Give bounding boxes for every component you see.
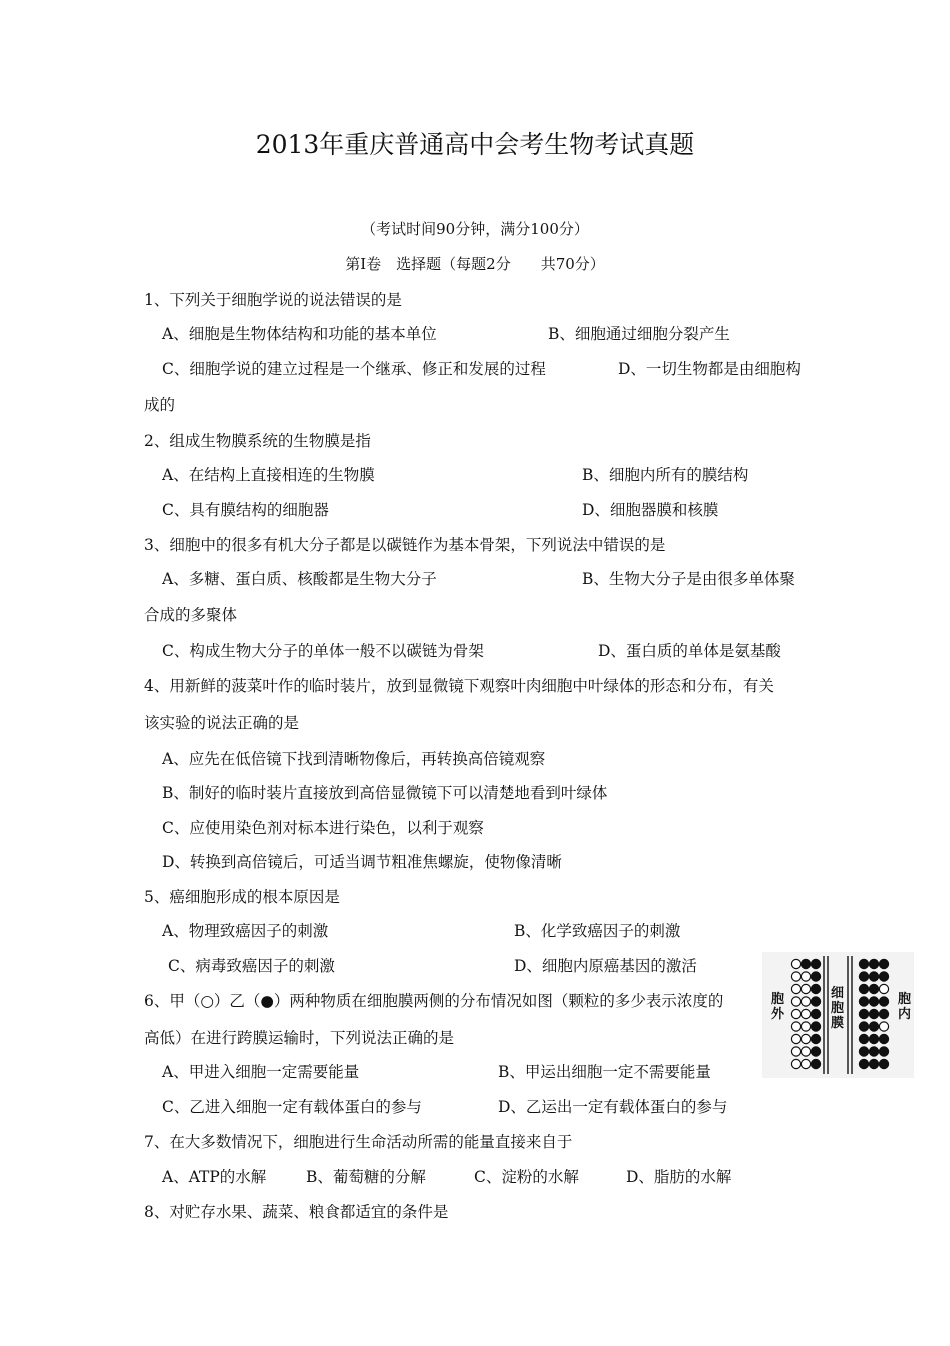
question-4-stem-line1: 4、用新鲜的菠菜叶作的临时装片，放到显微镜下观察叶肉细胞中叶绿体的形态和分布，有关 [144,677,774,695]
membrane-diagram [762,952,914,1078]
question-2-option-a: A、在结构上直接相连的生物膜 [162,466,375,484]
particle-yi-filled [879,972,888,981]
question-4-option-b: B、制好的临时装片直接放到高倍显微镜下可以清楚地看到叶绿体 [162,784,608,802]
particle-yi-filled [869,1034,878,1043]
question-3-option-b: B、生物大分子是由很多单体聚 [582,570,795,588]
particle-jia-open [801,1059,810,1068]
question-5-option-c: C、病毒致癌因子的刺激 [168,957,335,975]
particle-jia-open [801,1009,810,1018]
particle-jia-open [791,1034,800,1043]
particle-jia-open [801,984,810,993]
question-8-stem: 8、对贮存水果、蔬菜、粮食都适宜的条件是 [144,1203,449,1221]
question-7-option-a: A、ATP的水解 [162,1168,267,1186]
particle-jia-open [791,997,800,1006]
particle-yi-filled [859,972,868,981]
particle-yi-filled [859,959,868,968]
particle-yi-filled [801,959,810,968]
question-2-option-c: C、具有膜结构的细胞器 [162,501,329,519]
question-7-option-d: D、脂肪的水解 [626,1168,732,1186]
particle-yi-filled [811,959,820,968]
question-2-option-b: B、细胞内所有的膜结构 [582,466,749,484]
particle-yi-filled [879,1047,888,1056]
question-3-stem: 3、细胞中的很多有机大分子都是以碳链作为基本骨架，下列说法中错误的是 [144,536,666,554]
particle-jia-open [791,1009,800,1018]
label-inside: 胞内 [898,992,912,1022]
section-header: 第Ⅰ卷 选择题（每题2分 共70分） [345,255,605,273]
question-7-stem: 7、在大多数情况下，细胞进行生命活动所需的能量直接来自于 [144,1133,573,1151]
particle-yi-filled [869,1047,878,1056]
question-5-option-b: B、化学致癌因子的刺激 [514,922,681,940]
particle-yi-filled [811,1059,820,1068]
question-2-option-d: D、细胞器膜和核膜 [582,501,719,519]
question-1-option-d-cont: 成的 [144,396,176,414]
label-outside: 胞外 [771,992,785,1022]
particle-jia-open [791,984,800,993]
particle-jia-open [801,972,810,981]
particle-yi-filled [869,984,878,993]
particle-yi-filled [869,1009,878,1018]
question-6-option-a: A、甲进入细胞一定需要能量 [162,1063,360,1081]
question-6-option-b: B、甲运出细胞一定不需要能量 [498,1063,711,1081]
question-6-stem-line1: 6、甲（○）乙（●）两种物质在细胞膜两侧的分布情况如图（颗粒的多少表示浓度的 [144,992,724,1010]
particle-jia-open [791,972,800,981]
particle-yi-filled [811,984,820,993]
particle-yi-filled [869,1022,878,1031]
particle-yi-filled [879,959,888,968]
particle-yi-filled [879,997,888,1006]
particle-yi-filled [879,1034,888,1043]
particle-yi-filled [811,1034,820,1043]
particle-yi-filled [869,1059,878,1068]
particle-yi-filled [859,984,868,993]
particle-yi-filled [859,997,868,1006]
question-2-stem: 2、组成生物膜系统的生物膜是指 [144,432,371,450]
question-3-option-c: C、构成生物大分子的单体一般不以碳链为骨架 [162,642,484,660]
question-1-stem: 1、下列关于细胞学说的说法错误的是 [144,291,402,309]
particle-yi-filled [869,972,878,981]
particle-yi-filled [869,959,878,968]
question-4-option-d: D、转换到高倍镜后，可适当调节粗准焦螺旋，使物像清晰 [162,853,562,871]
question-6-stem-line2: 高低）在进行跨膜运输时，下列说法正确的是 [144,1029,455,1047]
particle-yi-filled [811,1009,820,1018]
question-6-option-c: C、乙进入细胞一定有载体蛋白的参与 [162,1098,422,1116]
particle-yi-filled [869,997,878,1006]
question-4-option-a: A、应先在低倍镜下找到清晰物像后，再转换高倍镜观察 [162,750,546,768]
question-4-option-c: C、应使用染色剂对标本进行染色，以利于观察 [162,819,484,837]
question-1-option-a: A、细胞是生物体结构和功能的基本单位 [162,325,437,343]
question-5-option-a: A、物理致癌因子的刺激 [162,922,329,940]
particle-jia-open [801,1034,810,1043]
inside-particles [859,959,888,1068]
particle-yi-filled [859,1009,868,1018]
particle-yi-filled [811,1022,820,1031]
particle-jia-open [801,1047,810,1056]
particle-jia-open [791,959,800,968]
particle-jia-open [801,997,810,1006]
question-3-option-d: D、蛋白质的单体是氨基酸 [598,642,781,660]
particle-yi-filled [879,1059,888,1068]
question-7-option-c: C、淀粉的水解 [474,1168,579,1186]
particle-yi-filled [859,1047,868,1056]
particle-yi-filled [859,1059,868,1068]
question-1-option-c: C、细胞学说的建立过程是一个继承、修正和发展的过程 [162,360,546,378]
question-3-option-b-cont: 合成的多聚体 [144,606,238,624]
question-7-option-b: B、葡萄糖的分解 [306,1168,426,1186]
outside-particles [791,959,820,1068]
particle-yi-filled [811,997,820,1006]
particle-jia-open [879,984,888,993]
particle-jia-open [801,1022,810,1031]
page-title: 2013年重庆普通高中会考生物考试真题 [255,130,695,159]
question-5-option-d: D、细胞内原癌基因的激活 [514,957,697,975]
particle-jia-open [879,1022,888,1031]
particle-yi-filled [811,972,820,981]
particle-yi-filled [859,1034,868,1043]
particle-jia-open [791,1059,800,1068]
label-membrane: 细胞膜 [831,986,845,1031]
question-3-option-a: A、多糖、蛋白质、核酸都是生物大分子 [162,570,437,588]
question-4-stem-line2: 该实验的说法正确的是 [144,714,300,732]
question-1-option-b: B、细胞通过细胞分裂产生 [548,325,730,343]
question-6-option-d: D、乙运出一定有载体蛋白的参与 [498,1098,728,1116]
particle-yi-filled [811,1047,820,1056]
particle-yi-filled [859,1022,868,1031]
particle-yi-filled [879,1009,888,1018]
exam-info: （考试时间90分钟，满分100分） [361,220,589,238]
particle-jia-open [791,1047,800,1056]
question-1-option-d: D、一切生物都是由细胞构 [618,360,801,378]
particle-jia-open [791,1022,800,1031]
question-5-stem: 5、癌细胞形成的根本原因是 [144,888,340,906]
